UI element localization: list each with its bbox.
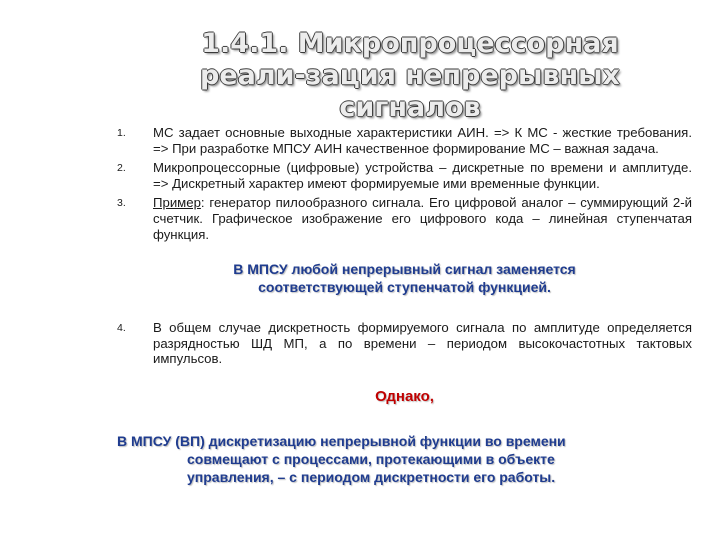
- accent-heading: Однако,: [375, 387, 434, 405]
- list-text: Микропроцессорные (цифровые) устройства – дискретные по времени и амплитуде. => Дискретный характер имеют формируемые ими временные функции.: [153, 160, 692, 191]
- slide-body: [117, 125, 692, 417]
- list-item: [117, 320, 692, 367]
- title-line-1: 1.4.1. Микропроцессорная: [201, 28, 619, 59]
- list-text: В общем случае дискретность формируемого сигнала по амплитуде определяется разрядностью ШД МП, а по времени – периодом высокочастотных тактовых импульсов.: [153, 320, 692, 367]
- list-number: 3.: [117, 197, 126, 210]
- callout-line-1: В МПСУ любой непрерывный сигнал заменяется: [233, 261, 576, 278]
- final-line-3: управления, – с периодом дискретности его работы.: [187, 469, 556, 485]
- list-number: 2.: [117, 162, 126, 175]
- list-number: 1.: [117, 127, 126, 139]
- list-text: МС задает основные выходные характеристики АИН. => К МС - жесткие требования. => При разработке МПСУ АИН качественное формирование МС – важная задача.: [153, 125, 692, 156]
- list-text: : генератор пилообразного сигнала. Его цифровой аналог – суммирующий 2-й счетчик. Графическое изображение его цифрового кода – линейная ступенчатая функция.: [153, 195, 692, 242]
- final-line-1: В МПСУ (ВП) дискретизацию непрерывной функции во времени: [117, 433, 566, 449]
- list-text-container: [153, 195, 692, 242]
- title-line-2: реали-зация непрерывных: [200, 60, 620, 91]
- final-statement: [117, 432, 707, 486]
- callout-line-2: соответствующей ступенчатой функцией.: [258, 279, 551, 296]
- list-item: [117, 195, 692, 242]
- example-label: Пример: [153, 195, 201, 211]
- list-item: [117, 160, 692, 191]
- final-line-2: совмещают с процессами, протекающими в объекте: [187, 451, 555, 467]
- list-item: [117, 125, 692, 156]
- list-number: 4.: [117, 322, 126, 335]
- slide-title: [150, 28, 670, 124]
- callout-statement: [137, 260, 672, 296]
- title-line-3: сигналов: [339, 92, 481, 123]
